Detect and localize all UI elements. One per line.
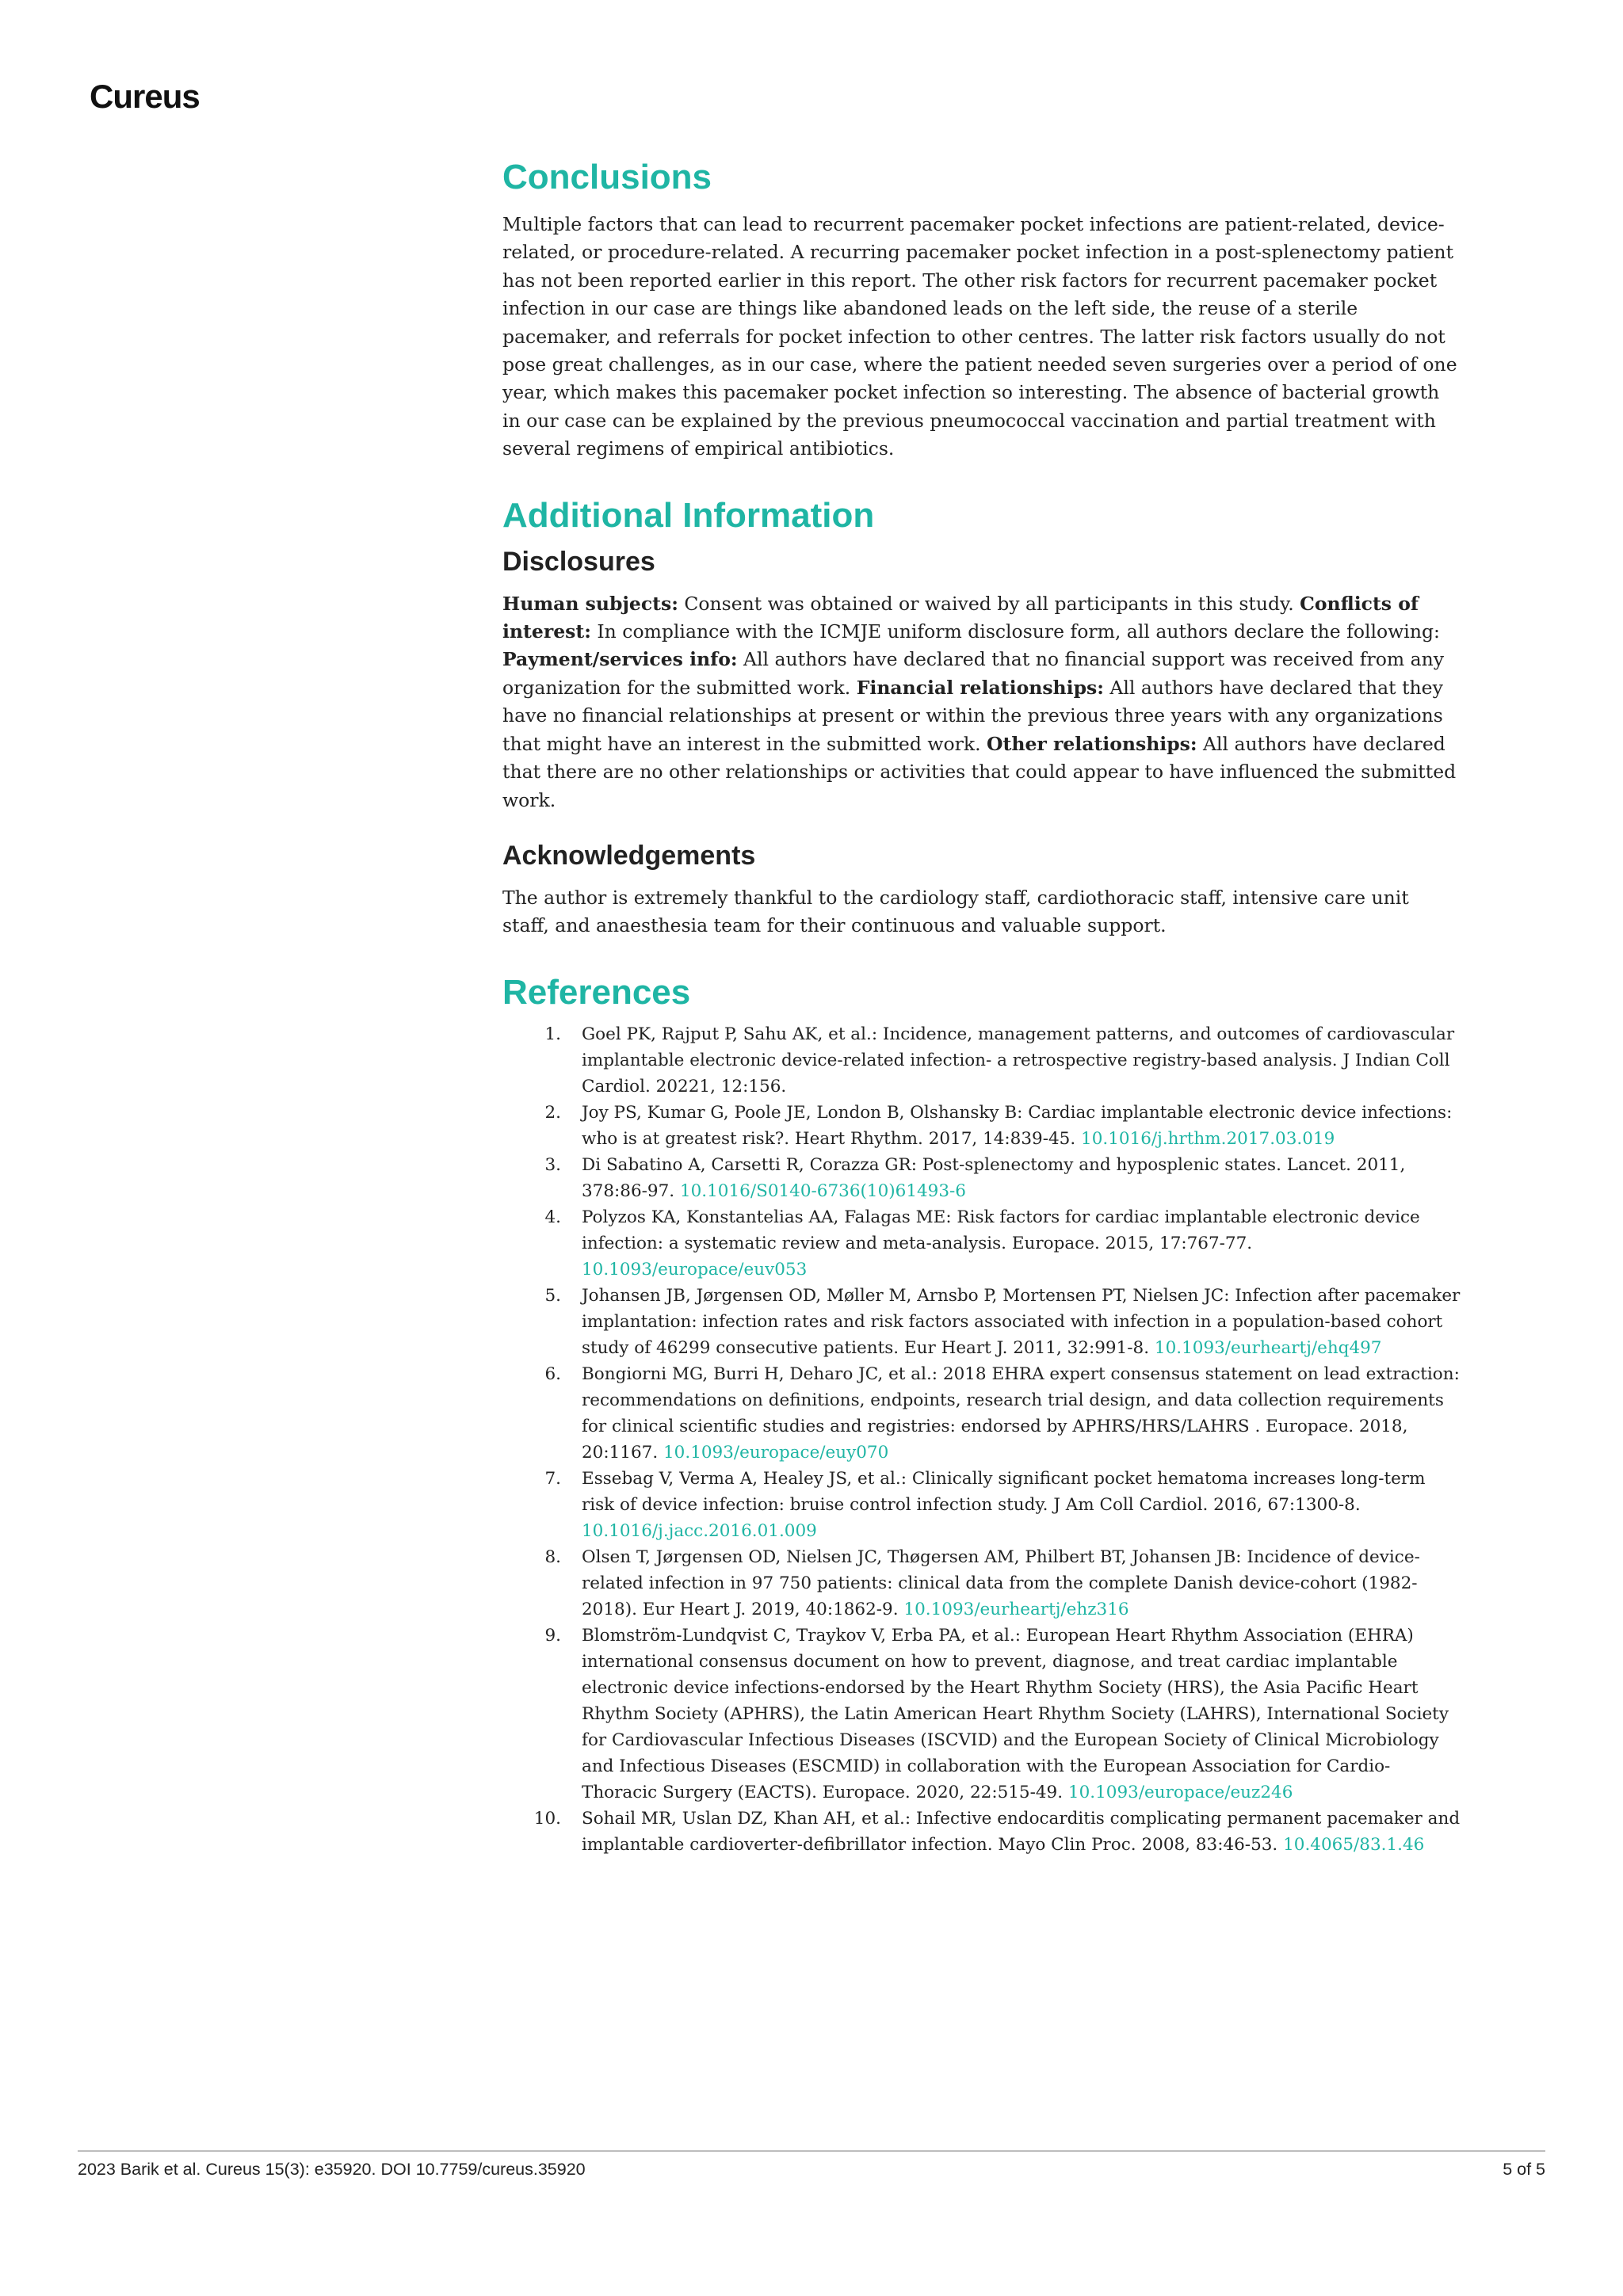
disclosure-text-financial: All authors have declared that they have no financial relationships at present or within the previous three years with any organizations that might have an interest in the submitted work. [502,676,1443,755]
reference-doi-link[interactable]: 10.1016/j.jacc.2016.01.009 [582,1520,817,1541]
footer-divider [78,2150,1545,2152]
reference-text: Johansen JB, Jørgensen OD, Møller M, Arnsbo P, Mortensen PT, Nielsen JC: Infection after pacemaker implantation: infection rates and risk factors associated with infection in a population-based cohort study of 46299 consecutive patients. Eur Heart J. 2011, 32:991-8. [582,1285,1461,1358]
reference-number: 1. [544,1024,561,1044]
acknowledgements-text: The author is extremely thankful to the cardiology staff, cardiothoracic staff, intensive care unit staff, and anaesthesia team for their continuous and valuable support. [502,886,1409,937]
reference-list [502,1021,1461,1858]
reference-item [502,1544,1461,1623]
disclosure-label-financial: Financial relationships: [856,676,1104,699]
conclusions-heading: Conclusions [502,158,712,196]
reference-number: 5. [544,1285,561,1306]
disclosures-heading: Disclosures [502,546,655,577]
disclosure-text-human-subjects: Consent was obtained or waived by all participants in this study. [678,592,1300,615]
cureus-logo: Cureus [90,78,200,115]
page-number: 5 of 5 [1503,2160,1545,2179]
reference-item [502,1806,1461,1858]
reference-number: 6. [544,1363,561,1384]
reference-doi-link[interactable]: 10.1093/europace/euy070 [663,1442,889,1463]
reference-doi-link[interactable]: 10.4065/83.1.46 [1283,1834,1425,1855]
reference-number: 4. [544,1207,561,1227]
reference-item [502,1623,1461,1806]
reference-doi-link[interactable]: 10.1093/eurheartj/ehz316 [903,1599,1129,1619]
reference-number: 8. [544,1547,561,1567]
reference-text: Polyzos KA, Konstantelias AA, Falagas ME: Risk factors for cardiac implantable electronic device infection: a systematic review and meta-analysis. Europace. 2015, 17:767-77. [582,1207,1420,1253]
reference-number: 2. [544,1102,561,1123]
disclosure-text-payment: All authors have declared that no financial support was received from any organization for the submitted work. [502,648,1445,699]
reference-text: Goel PK, Rajput P, Sahu AK, et al.: Incidence, management patterns, and outcomes of cardiovascular implantable electronic device-related infection- a retrospective registry-based analysis. J Indian Coll Cardiol. 20221, 12:156. [582,1024,1455,1097]
disclosure-label-payment: Payment/services info: [502,648,738,671]
reference-number: 7. [544,1468,561,1489]
reference-text: Bongiorni MG, Burri H, Deharo JC, et al.: 2018 EHRA expert consensus statement on lead extraction: recommendations on definitions, endpoints, research trial design, and data collection requirements for clinical scientific studies and registries: endorsed by APHRS/HRS/LAHRS . Europace. 2018, 20:1167. [582,1363,1460,1463]
reference-item [502,1021,1461,1100]
reference-text: Olsen T, Jørgensen OD, Nielsen JC, Thøgersen AM, Philbert BT, Johansen JB: Incidence of device-related infection in 97 750 patients: clinical data from the complete Danish device-cohort (1982-2018). Eur Heart J. 2019, 40:1862-9. [582,1547,1420,1619]
disclosure-label-conflicts: Conflicts of interest: [502,592,1419,643]
reference-item [502,1361,1461,1466]
disclosure-label-human-subjects: Human subjects: [502,592,678,615]
disclosures-text [502,590,1461,814]
reference-doi-link[interactable]: 10.1016/j.hrthm.2017.03.019 [1081,1128,1335,1149]
additional-information-section [502,494,1461,940]
reference-text: Di Sabatino A, Carsetti R, Corazza GR: Post-splenectomy and hyposplenic states. Lancet. 2011, 378:86-97. [582,1154,1406,1201]
reference-doi-link[interactable]: 10.1093/europace/euv053 [582,1259,808,1280]
reference-item [502,1204,1461,1283]
reference-number: 3. [544,1154,561,1175]
references-heading: References [502,972,691,1012]
reference-text: Essebag V, Verma A, Healey JS, et al.: Clinically significant pocket hematoma increases long-term risk of device infection: bruise control infection study. J Am Coll Cardiol. 2016, 67:1300-8. [582,1468,1426,1515]
conclusions-section [502,155,1461,463]
reference-item [502,1283,1461,1361]
reference-text: Joy PS, Kumar G, Poole JE, London B, Olshansky B: Cardiac implantable electronic device infections: who is at greatest risk?. Heart Rhythm. 2017, 14:839-45. [582,1102,1453,1149]
article-content [502,155,1461,1858]
disclosure-text-conflicts: In compliance with the ICMJE uniform disclosure form, all authors declare the following: [590,620,1440,643]
footer-citation: 2023 Barik et al. Cureus 15(3): e35920. DOI 10.7759/cureus.35920 [78,2160,586,2179]
reference-number: 9. [544,1625,561,1646]
reference-text: Sohail MR, Uslan DZ, Khan AH, et al.: Infective endocarditis complicating permanent pacemaker and implantable cardioverter-defibrillator infection. Mayo Clin Proc. 2008, 83:46-53. [582,1808,1461,1855]
additional-information-heading: Additional Information [502,495,875,535]
reference-number: 10. [533,1808,561,1829]
references-section [502,971,1461,1858]
reference-doi-link[interactable]: 10.1016/S0140-6736(10)61493-6 [679,1180,966,1201]
reference-item [502,1100,1461,1152]
reference-doi-link[interactable]: 10.1093/europace/euz246 [1067,1782,1293,1802]
reference-item [502,1152,1461,1204]
reference-text: Blomström-Lundqvist C, Traykov V, Erba PA, et al.: European Heart Rhythm Association (EHRA) international consensus document on how to prevent, diagnose, and treat cardiac implantable electronic device infections-endorsed by the Heart Rhythm Society (HRS), the Asia Pacific Heart Rhythm Society (APHRS), the Latin American Heart Rhythm Society (LAHRS), International Society for Cardiovascular Infectious Diseases (ISCVID) and the European Society of Clinical Microbiology and Infectious Diseases (ESCMID) in collaboration with the European Association for Cardio-Thoracic Surgery (EACTS). Europace. 2020, 22:515-49. [582,1625,1449,1802]
reference-item [502,1466,1461,1544]
disclosure-label-other: Other relationships: [987,732,1197,755]
disclosure-text-other: All authors have declared that there are no other relationships or activities that could appear to have influenced the submitted work. [502,732,1457,811]
reference-doi-link[interactable]: 10.1093/eurheartj/ehq497 [1154,1337,1382,1358]
conclusions-text: Multiple factors that can lead to recurrent pacemaker pocket infections are patient-related, device-related, or procedure-related. A recurring pacemaker pocket infection in a post-splenectomy patient has not been reported earlier in this report. The other risk factors for recurrent pacemaker pocket infection in our case are things like abandoned leads on the left side, the reuse of a sterile pacemaker, and referrals for pocket infection to other centres. The latter risk factors usually do not pose great challenges, as in our case, where the patient needed seven surgeries over a period of one year, which makes this pacemaker pocket infection so interesting. The absence of bacterial growth in our case can be explained by the previous pneumococcal vaccination and partial treatment with several regimens of empirical antibiotics. [502,213,1457,460]
acknowledgements-heading: Acknowledgements [502,840,756,871]
